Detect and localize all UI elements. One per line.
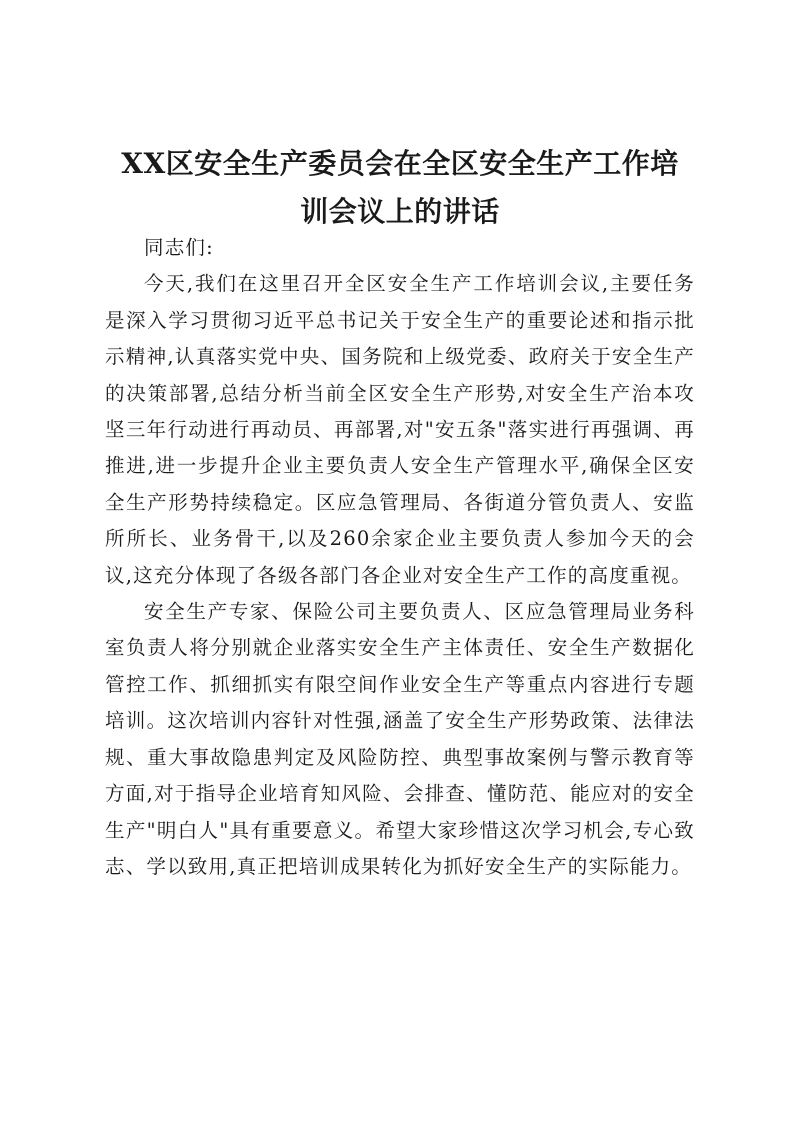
title-line-2: 训会议上的讲话 [300,195,500,228]
paragraph-2: 安全生产专家、保险公司主要负责人、区应急管理局业务科室负责人将分别就企业落实安全生产主体责任、安全生产数据化管控工作、抓细抓实有限空间作业安全生产等重点内容进行专题培训。这次培训内容针对性强,涵盖了安全生产形势政策、法律法规、重大事故隐患判定及风险防控、典型事故案例与警示教育等方面,对于指导企业培育知风险、会排查、懂防范、能应对的安全生产"明白人"具有重要意义。希望大家珍惜这次学习机会,专心致志、学以致用,真正把培训成果转化为抓好安全生产的实际能力。 [105,600,695,878]
title-line-1: XX区安全生产委员会在全区安全生产工作培 [121,147,679,180]
document-title [100,140,700,236]
salutation: 同志们: [144,236,214,259]
document-body [105,230,695,885]
paragraph-1: 今天,我们在这里召开全区安全生产工作培训会议,主要任务是深入学习贯彻习近平总书记关于安全生产的重要论述和指示批示精神,认真落实党中央、国务院和上级党委、政府关于安全生产的决策部署,总结分析当前全区安全生产形势,对安全生产治本攻坚三年行动进行再动员、再部署,对"安五条"落实进行再强调、再推进,进一步提升企业主要负责人安全生产管理水平,确保全区安全生产形势持续稳定。区应急管理局、各街道分管负责人、安监所所长、业务骨干,以及260余家企业主要负责人参加今天的会议,这充分体现了各级各部门各企业对安全生产工作的高度重视。 [105,272,695,587]
